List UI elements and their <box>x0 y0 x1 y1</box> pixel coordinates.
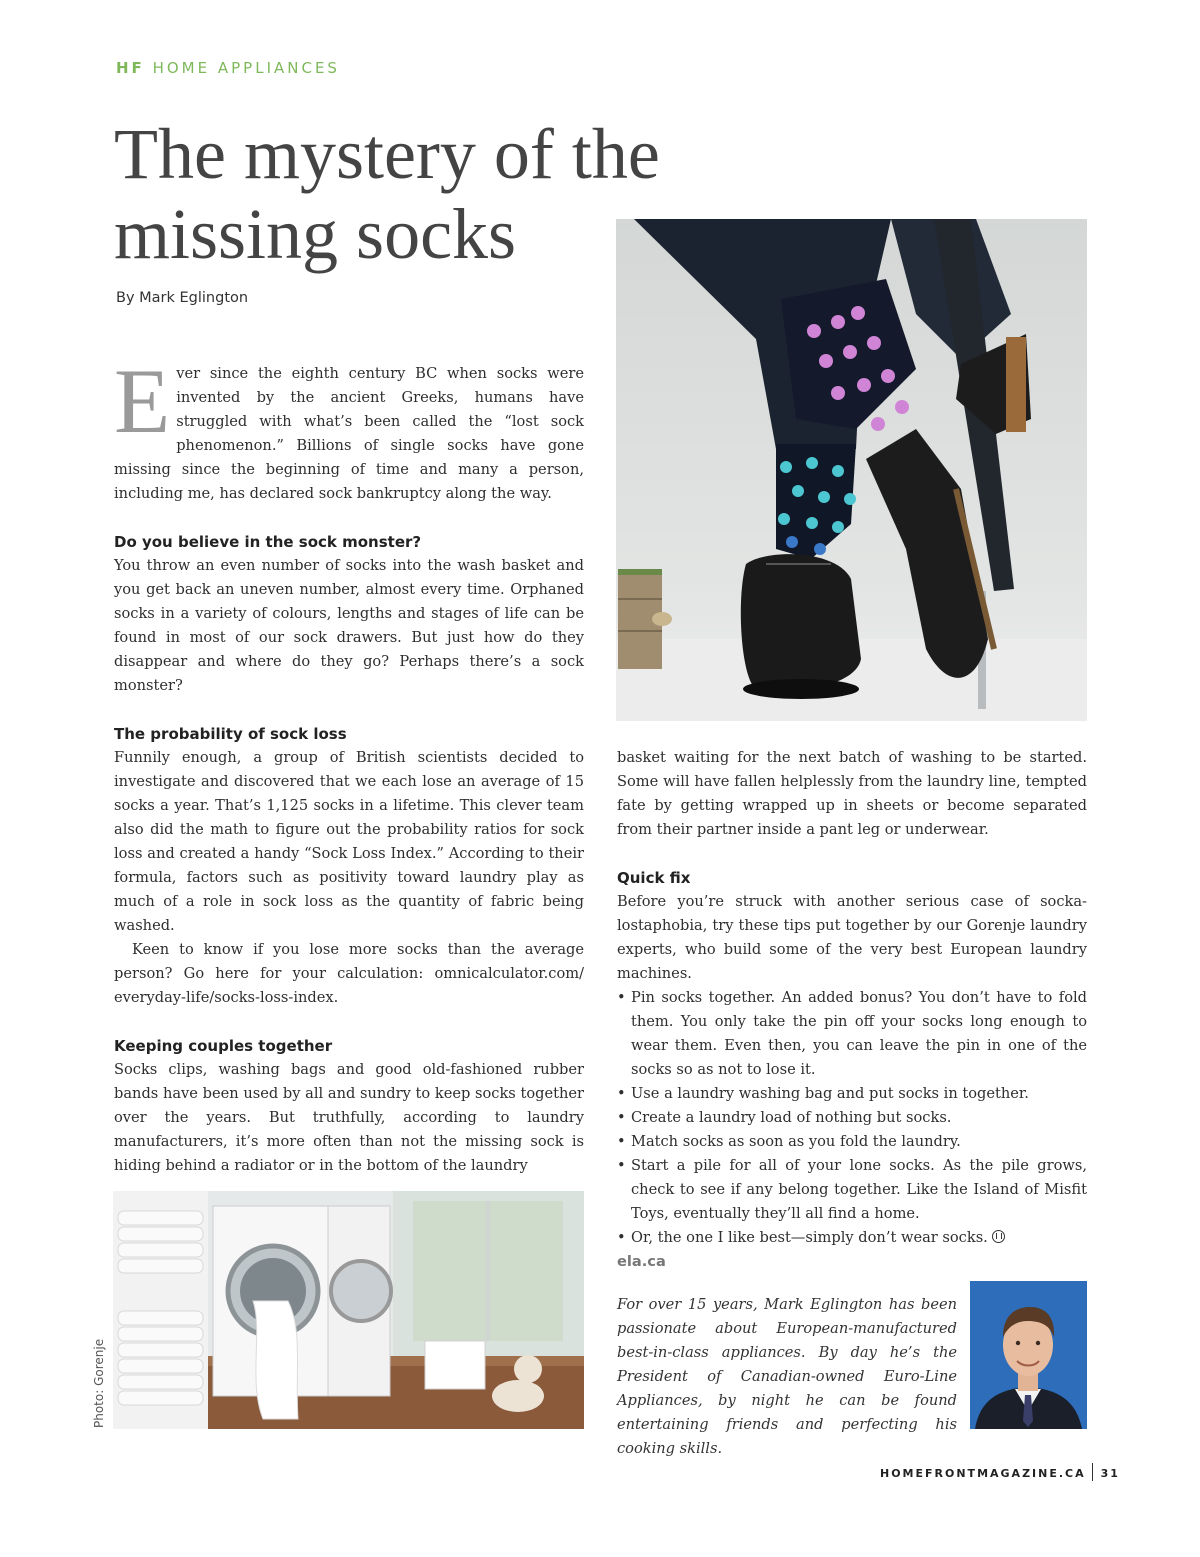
footer-site: HOMEFRONTMAGAZINE.CA <box>880 1467 1086 1480</box>
tip-item: • Pin socks together. An added bonus? You don’t have to fold them. You only take the pin off your socks long enough to wear them. Even then, you can leave the pin in one of the socks so as not to lose it. <box>617 986 1087 1082</box>
socks-photo <box>616 219 1087 721</box>
heading-sock-monster: Do you believe in the sock monster? <box>114 533 422 551</box>
intro-paragraph <box>114 350 584 506</box>
end-mark-icon <box>992 1230 1005 1243</box>
author-bio: For over 15 years, Mark Eglington has been passionate about European-manufactured best-in-class appliances. By day he’s the President of Canadian-owned Euro-Line Appliances, by night he can be found entertaining friends and perfecting his cooking skills. <box>617 1296 957 1457</box>
couples-text: Socks clips, washing bags and good old-fashioned rubber bands have been used by all and sundry to keep socks together over the years. But truthfully, according to laundry manufacturers, it’s more often than not the missing sock is hiding behind a radiator or in the bottom of the laundry <box>114 1061 584 1174</box>
heading-quick-fix: Quick fix <box>617 869 691 887</box>
author-photo <box>970 1281 1087 1429</box>
section-tag <box>116 59 340 77</box>
tip-item-last <box>617 1226 1087 1250</box>
tip-item: • Start a pile for all of your lone socks. As the pile grows, check to see if any belong together. Like the Island of Misfit Toys, eventually they’ll all find a home. <box>617 1154 1087 1226</box>
section-label: HOME APPLIANCES <box>152 59 340 77</box>
calculator-text: Keen to know if you lose more socks than the average person? Go here for your calculation: omnicalculator.com/ everyday-life/socks-loss-index. <box>114 941 584 1006</box>
photo-credit: Photo: Gorenje <box>92 1338 106 1428</box>
article-headline: The mystery of the missing socks <box>114 114 660 274</box>
probability-text: Funnily enough, a group of British scientists decided to investigate and discovered that we each lose an average of 15 socks a year. That’s 1,125 socks in a lifetime. This clever team also did the math to figure out the probability ratios for sock loss and created a handy “Sock Loss Index.” According to their formula, factors such as positivity toward laundry play as much of a role in sock loss as the quantity of fabric being washed. <box>114 749 584 934</box>
section-prefix: HF <box>116 59 145 77</box>
couples-continued-text: basket waiting for the next batch of washing to be started. Some will have fallen helplessly from the laundry line, tempted fate by getting wrapped up in sheets or become separated from their partner inside a pant leg or underwear. <box>617 749 1087 838</box>
drop-cap: E <box>114 350 171 452</box>
heading-probability: The probability of sock loss <box>114 725 347 743</box>
byline: By Mark Eglington <box>116 290 249 306</box>
tip-item: • Create a laundry load of nothing but socks. <box>617 1106 1087 1130</box>
page-number: 31 <box>1100 1467 1120 1480</box>
quick-fix-text: Before you’re struck with another serious case of socka-lostaphobia, try these tips put together by our Gorenje laundry experts, who build some of the very best European laundry machines. <box>617 893 1087 982</box>
intro-text: ver since the eighth century BC when socks were invented by the ancient Greeks, humans have struggled with what’s been called the “lost sock phenomenon.” Billions of single socks have gone missing since the beginning of time and many a person, including me, has declared sock bankruptcy along the way. <box>114 365 584 502</box>
sock-monster-text: You throw an even number of socks into the wash basket and you get back an uneven number, almost every time. Orphaned socks in a variety of colours, lengths and stages of life can be found in most of our sock drawers. But just how do they disappear and where do they go? Perhaps there’s a sock monster? <box>114 557 584 694</box>
tips-list <box>617 986 1087 1250</box>
laundry-photo <box>113 1191 584 1429</box>
tip-item: • Match socks as soon as you fold the laundry. <box>617 1130 1087 1154</box>
tip-item: • Use a laundry washing bag and put socks in together. <box>617 1082 1087 1106</box>
footer-divider <box>1092 1463 1093 1481</box>
website-link[interactable]: ela.ca <box>617 1253 666 1270</box>
page-footer <box>880 1463 1120 1481</box>
tip-text: Or, the one I like best—simply don’t wear socks. <box>631 1229 988 1246</box>
right-column <box>617 746 1087 1274</box>
heading-couples: Keeping couples together <box>114 1037 333 1055</box>
left-column <box>114 350 584 1178</box>
